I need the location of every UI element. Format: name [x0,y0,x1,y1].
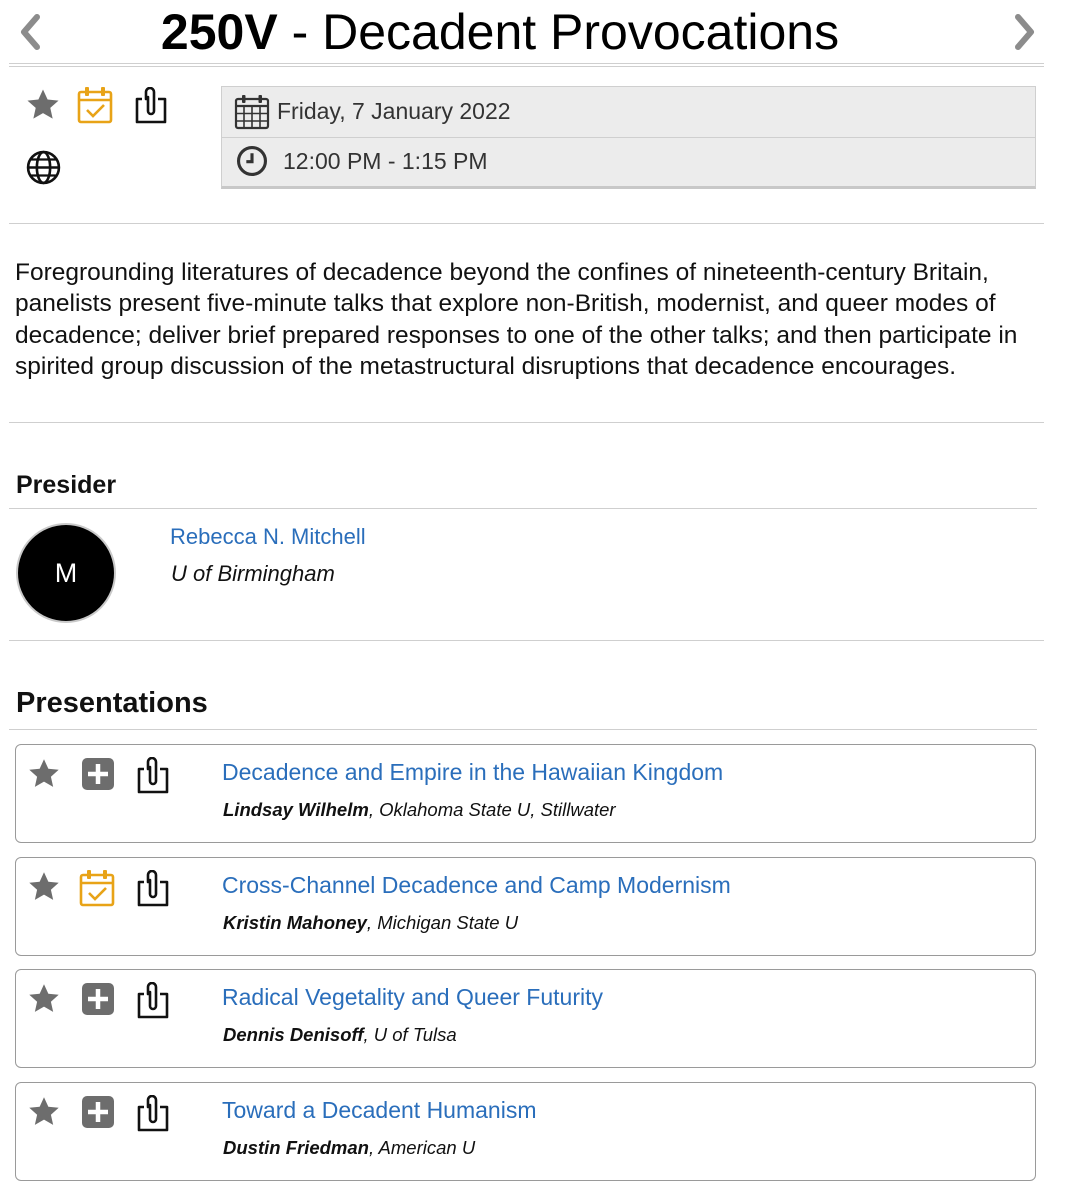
session-description: Foregrounding literatures of decadence beyond the confines of nineteenth-century Britain, panelists present five-minute talks that explore non-British, modernist, and queer modes of decadence; deliver brief prepared responses to one of the other talks; and then participate in spirited group discussion of the metastructural disruptions that decadence encourages. [15,259,1018,381]
author-name: Dennis Denisoff [223,1024,364,1045]
page-title [0,4,1000,60]
divider [9,640,1044,641]
author-affiliation: , Oklahoma State U, Stillwater [368,799,616,820]
header-divider [9,63,1044,67]
star-icon[interactable] [26,1094,62,1130]
clock-icon [235,144,269,178]
presentation-card [15,857,1036,956]
presentation-card [15,744,1036,843]
next-session-button[interactable] [1005,10,1045,54]
session-date: Friday, 7 January 2022 [277,98,511,124]
star-icon[interactable] [26,869,62,905]
presentation-title-link[interactable]: Cross-Channel Decadence and Camp Modernism [222,872,731,898]
divider [9,422,1044,423]
presentation-author [223,1024,457,1046]
plus-square-icon[interactable] [81,1095,115,1129]
session-title: - Decadent Provocations [277,4,840,60]
star-icon[interactable] [26,981,62,1017]
avatar[interactable] [16,523,116,623]
author-affiliation: , U of Tulsa [363,1024,457,1045]
author-affiliation: , Michigan State U [366,912,519,933]
paperclip-icon[interactable] [136,757,170,795]
paperclip-icon[interactable] [136,1095,170,1133]
paperclip-icon[interactable] [136,982,170,1020]
calendar-check-icon[interactable] [79,869,115,907]
calendar-icon [234,94,270,130]
presider-heading: Presider [16,471,117,499]
presider-name-link[interactable]: Rebecca N. Mitchell [170,524,366,549]
star-icon[interactable] [24,86,62,124]
divider [9,508,1037,509]
datetime-divider [222,137,1035,138]
chevron-right-icon [1012,12,1038,52]
star-icon[interactable] [26,756,62,792]
presentation-author [223,912,518,934]
divider [9,223,1044,224]
presentation-card [15,969,1036,1068]
plus-square-icon[interactable] [81,757,115,791]
presentation-title-link[interactable]: Decadence and Empire in the Hawaiian Kingdom [222,759,724,785]
author-name: Dustin Friedman [223,1137,369,1158]
paperclip-icon[interactable] [136,870,170,908]
session-code: 250V [160,4,278,60]
presentation-author [223,799,616,821]
divider [9,729,1037,730]
calendar-check-icon[interactable] [77,86,113,124]
author-affiliation: , American U [368,1137,476,1158]
presentation-title-link[interactable]: Toward a Decadent Humanism [222,1097,537,1123]
presider-affiliation: U of Birmingham [171,561,335,586]
presentations-heading: Presentations [16,687,208,719]
plus-square-icon[interactable] [81,982,115,1016]
presentation-title-link[interactable]: Radical Vegetality and Queer Futurity [222,984,603,1010]
paperclip-icon[interactable] [134,87,168,125]
presentation-card [15,1082,1036,1181]
avatar-initial: M [54,557,78,588]
presentation-author [223,1137,475,1159]
author-name: Lindsay Wilhelm [223,799,369,820]
author-name: Kristin Mahoney [223,912,367,933]
session-time: 12:00 PM - 1:15 PM [283,148,488,174]
globe-icon[interactable] [25,149,62,186]
